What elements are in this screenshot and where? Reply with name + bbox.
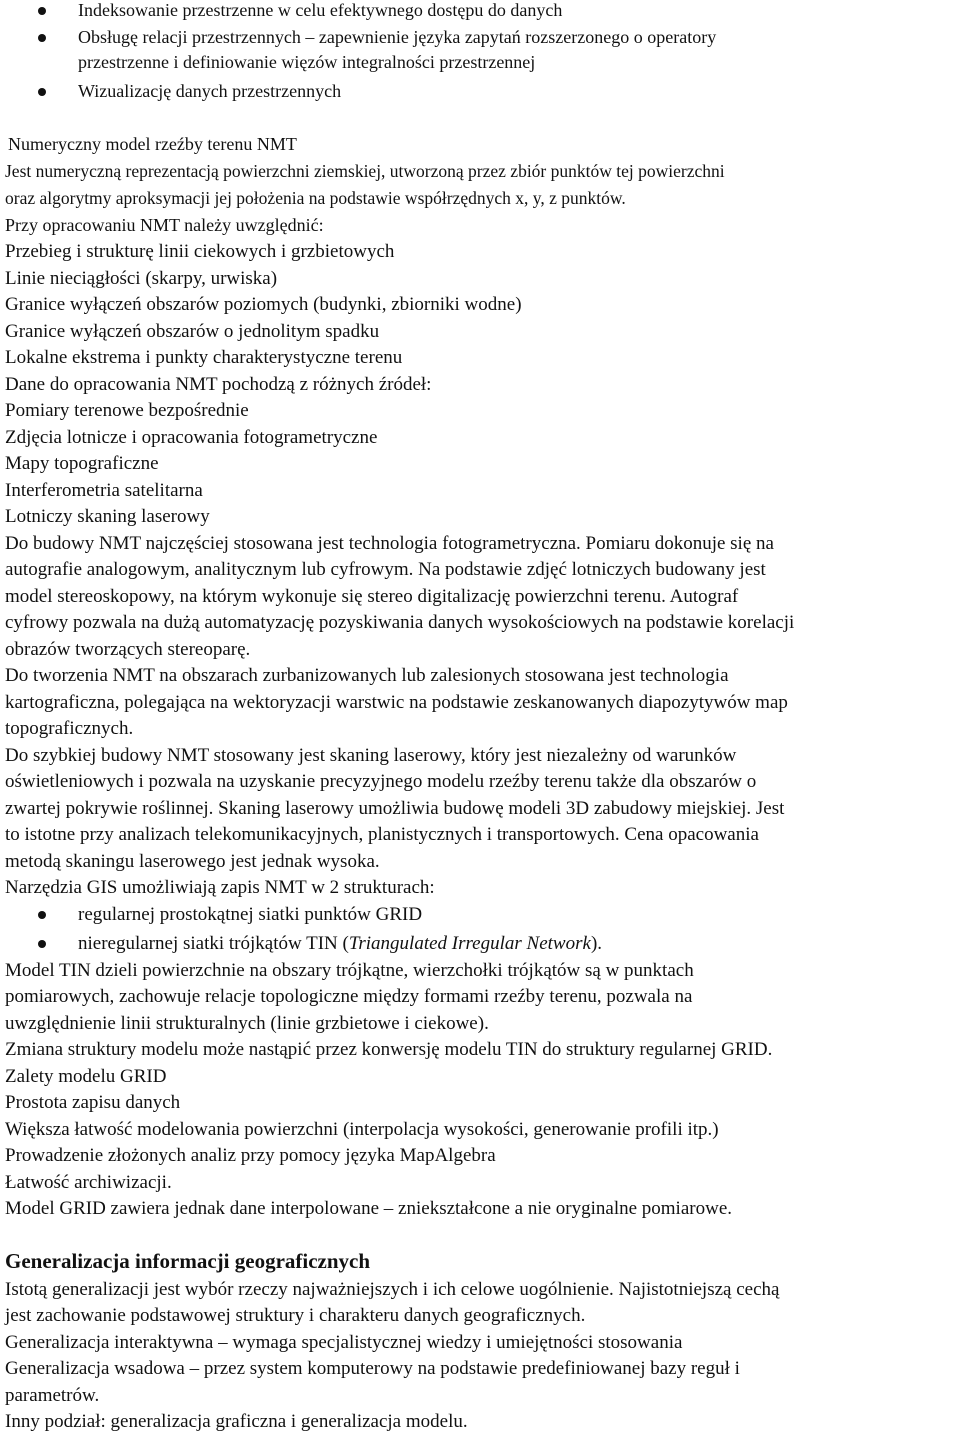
paragraph-line: to istotne przy analizach telekomunikacyjnych, planistycznych i transportowych. Cena opacowania [5, 824, 759, 845]
paragraph-line: uwzględnienie linii strukturalnych (linie grzbietowe i ciekowe). [5, 1013, 489, 1034]
paragraph-line: model stereoskopowy, na którym wykonuje się stereo digitalizację powierzchni terenu. Autograf [5, 586, 739, 607]
paragraph-line: Interferometria satelitarna [5, 480, 203, 501]
bullet-item-tin [78, 933, 602, 955]
paragraph-line: metodą skaningu laserowego jest jednak wysoka. [5, 851, 380, 872]
paragraph-line: topograficznych. [5, 718, 134, 739]
paragraph-line: Prostota zapisu danych [5, 1092, 181, 1113]
paragraph-line: Zmiana struktury modelu może nastąpić przez konwersję modelu TIN do struktury regularnej GRID. [5, 1039, 773, 1060]
paragraph-line: cyfrowy pozwala na dużą automatyzację pozyskiwania danych wysokościowych na podstawie korelacji [5, 612, 795, 633]
paragraph-line: Do budowy NMT najczęściej stosowana jest technologia fotogrametryczna. Pomiaru dokonuje się na [5, 533, 774, 554]
paragraph-line: autografie analogowym, analitycznym lub cyfrowym. Na podstawie zdjęć lotniczych budowany jest [5, 559, 766, 580]
paragraph-line: Model GRID zawiera jednak dane interpolowane – zniekształcone a nie oryginalne pomiarowe. [5, 1198, 733, 1219]
paragraph-line: Generalizacja interaktywna – wymaga specjalistycznej wiedzy i umiejętności stosowania [5, 1332, 683, 1353]
paragraph-line: Jest numeryczną reprezentacją powierzchni ziemskiej, utworzoną przez zbiór punktów tej powierzchni [5, 161, 725, 181]
paragraph-line: Do tworzenia NMT na obszarach zurbanizowanych lub zalesionych stosowana jest technologia [5, 665, 729, 686]
paragraph-line: Do szybkiej budowy NMT stosowany jest skaning laserowy, który jest niezależny od warunków [5, 745, 737, 766]
paragraph-line: Istotą generalizacji jest wybór rzeczy najważniejszych i ich celowe uogólnienie. Najistotniejszą cechą [5, 1279, 780, 1300]
section-heading-generalization: Generalizacja informacji geograficznych [5, 1249, 371, 1273]
paragraph-line: oraz algorytmy aproksymacji jej położenia na podstawie współrzędnych x, y, z punktów. [5, 188, 626, 208]
paragraph-line: Przy opracowaniu NMT należy uwzględnić: [5, 215, 324, 235]
bullet-item-continuation: przestrzenne i definiowanie więzów integralności przestrzennej [78, 52, 536, 72]
bullet-item: Obsługę relacji przestrzennych – zapewnienie języka zapytań rozszerzonego o operatory [78, 27, 717, 47]
paragraph-line: Granice wyłączeń obszarów poziomych (budynki, zbiorniki wodne) [5, 294, 522, 315]
paragraph-line: obrazów tworzących stereoparę. [5, 639, 251, 660]
paragraph-line: Większa łatwość modelowania powierzchni (interpolacja wysokości, generowanie profili itp.) [5, 1119, 719, 1140]
paragraph-line: Generalizacja wsadowa – przez system komputerowy na podstawie predefiniowanej bazy reguł i [5, 1358, 740, 1379]
paragraph-line: Model TIN dzieli powierzchnie na obszary trójkątne, wierzchołki trójkątów są w punktach [5, 960, 694, 981]
bullet-item: Wizualizację danych przestrzennych [78, 81, 342, 101]
tin-suffix: ). [590, 933, 603, 954]
bullet-dot [38, 34, 46, 42]
paragraph-line: pomiarowych, zachowuje relacje topologiczne między formami rzeźby terenu, pozwala na [5, 986, 693, 1007]
paragraph-line: jest zachowanie podstawowej struktury i charakteru danych geograficznych. [5, 1305, 586, 1326]
bullet-dot [38, 911, 46, 919]
paragraph-line: Inny podział: generalizacja graficzna i generalizacja modelu. [5, 1411, 468, 1432]
paragraph-line: zwartej pokrywie roślinnej. Skaning laserowy umożliwia budowę modeli 3D zabudowy miejskiej. Jest [5, 798, 785, 819]
paragraph-line: Narzędzia GIS umożliwiają zapis NMT w 2 strukturach: [5, 877, 435, 898]
bullet-item: Indeksowanie przestrzenne w celu efektywnego dostępu do danych [78, 0, 563, 20]
bullet-dot [38, 88, 46, 96]
paragraph-line: Linie nieciągłości (skarpy, urwiska) [5, 268, 278, 289]
paragraph-line: Lotniczy skaning laserowy [5, 506, 210, 527]
paragraph-line: Zalety modelu GRID [5, 1066, 167, 1087]
paragraph-line: Prowadzenie złożonych analiz przy pomocy języka MapAlgebra [5, 1145, 496, 1166]
paragraph-line: Lokalne ekstrema i punkty charakterystyczne terenu [5, 347, 403, 368]
paragraph-line: oświetleniowych i pozwala na uzyskanie precyzyjnego modelu rzeźby terenu także dla obszarów o [5, 771, 757, 792]
paragraph-line: Przebieg i strukturę linii ciekowych i grzbietowych [5, 241, 395, 262]
paragraph-line: Dane do opracowania NMT pochodzą z różnych źródeł: [5, 374, 432, 395]
paragraph-line: Łatwość archiwizacji. [5, 1172, 172, 1193]
paragraph-line: Granice wyłączeń obszarów o jednolitym spadku [5, 321, 380, 342]
bullet-dot [38, 940, 46, 948]
bullet-dot [38, 7, 46, 15]
paragraph-line: kartograficzna, polegająca na wektoryzacji warstwic na podstawie zeskanowanych diapozytywów map [5, 692, 788, 713]
section-title-nmt: Numeryczny model rzeźby terenu NMT [8, 134, 297, 154]
paragraph-line: parametrów. [5, 1385, 100, 1406]
bullet-item-grid: regularnej prostokątnej siatki punktów GRID [78, 904, 423, 925]
paragraph-line: Pomiary terenowe bezpośrednie [5, 400, 249, 421]
paragraph-line: Mapy topograficzne [5, 453, 159, 474]
tin-italic: Triangulated Irregular Network [348, 933, 591, 954]
tin-text: nieregularnej siatki trójkątów TIN ( [78, 933, 349, 954]
paragraph-line: Zdjęcia lotnicze i opracowania fotogrametryczne [5, 427, 378, 448]
